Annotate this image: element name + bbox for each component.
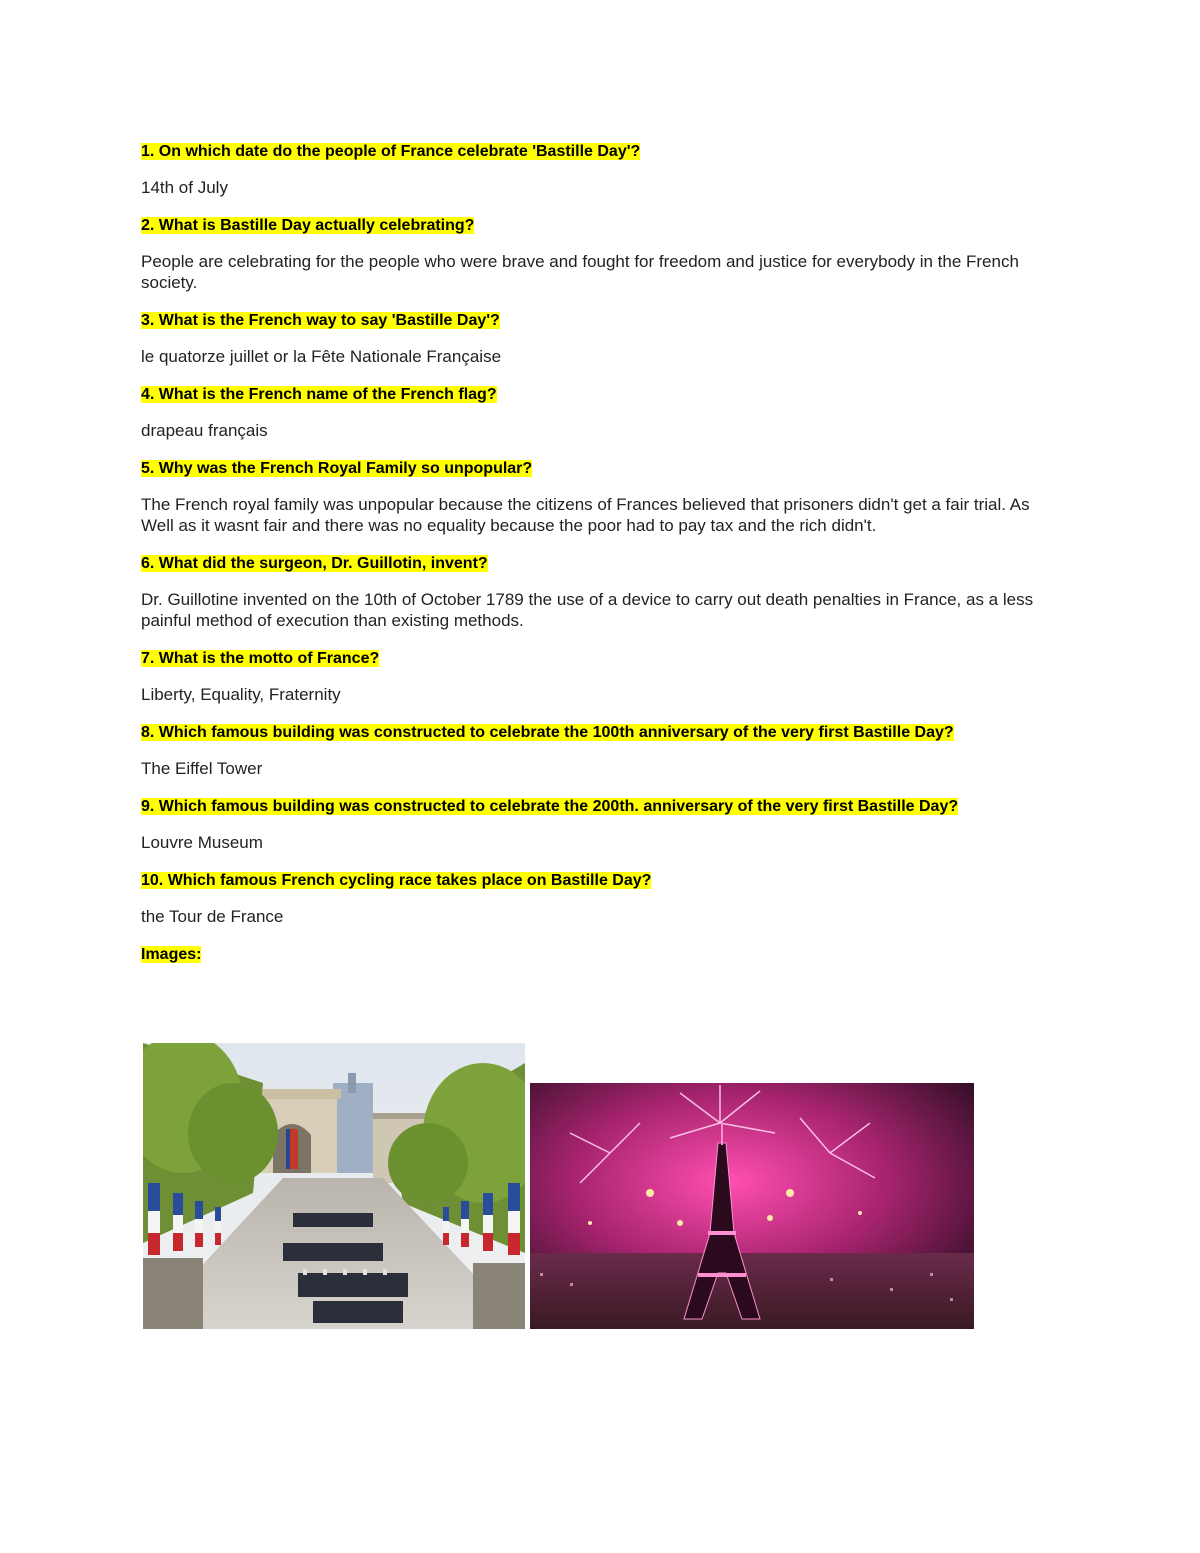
question-3: 3. What is the French way to say 'Bastille Day'? <box>141 312 500 329</box>
answer-7: Liberty, Equality, Fraternity <box>141 685 341 704</box>
answer-1: 14th of July <box>141 178 228 197</box>
qa-item-7 <box>141 647 1061 705</box>
answer-10: the Tour de France <box>141 907 284 926</box>
answer-9: Louvre Museum <box>141 833 263 852</box>
question-4: 4. What is the French name of the French flag? <box>141 386 497 403</box>
qa-item-1 <box>141 140 1061 198</box>
qa-item-5 <box>141 457 1061 536</box>
parade-photo <box>143 1043 525 1329</box>
answer-3: le quatorze juillet or la Fête Nationale Française <box>141 347 502 366</box>
qa-item-2 <box>141 214 1061 293</box>
question-7: 7. What is the motto of France? <box>141 650 380 667</box>
qa-item-4 <box>141 383 1061 441</box>
parade-illustration <box>143 1043 525 1329</box>
fireworks-photo <box>530 1083 974 1329</box>
images-heading: Images: <box>141 946 202 963</box>
question-8: 8. Which famous building was constructed to celebrate the 100th anniversary of the very first Bastille Day? <box>141 724 954 741</box>
answer-5: The French royal family was unpopular because the citizens of Frances believed that prisoners didn't get a fair trial. As Well as it wasnt fair and there was no equality because the poor had to pay tax and the rich didn't. <box>141 495 1030 535</box>
qa-item-8 <box>141 721 1061 779</box>
qa-item-10 <box>141 869 1061 927</box>
question-5: 5. Why was the French Royal Family so unpopular? <box>141 460 533 477</box>
qa-item-9 <box>141 795 1061 853</box>
answer-6: Dr. Guillotine invented on the 10th of October 1789 the use of a device to carry out death penalties in France, as a less painful method of execution than existing methods. <box>141 590 1034 630</box>
document-page <box>141 140 1061 967</box>
qa-item-3 <box>141 309 1061 367</box>
question-1: 1. On which date do the people of France celebrate 'Bastille Day'? <box>141 143 641 160</box>
fireworks-illustration <box>530 1083 974 1329</box>
answer-2: People are celebrating for the people who were brave and fought for freedom and justice for everybody in the French society. <box>141 252 1019 292</box>
question-10: 10. Which famous French cycling race takes place on Bastille Day? <box>141 872 652 889</box>
question-2: 2. What is Bastille Day actually celebrating? <box>141 217 475 234</box>
answer-8: The Eiffel Tower <box>141 759 263 778</box>
answer-4: drapeau français <box>141 421 268 440</box>
question-9: 9. Which famous building was constructed to celebrate the 200th. anniversary of the very first Bastille Day? <box>141 798 959 815</box>
question-6: 6. What did the surgeon, Dr. Guillotin, invent? <box>141 555 488 572</box>
qa-item-6 <box>141 552 1061 631</box>
